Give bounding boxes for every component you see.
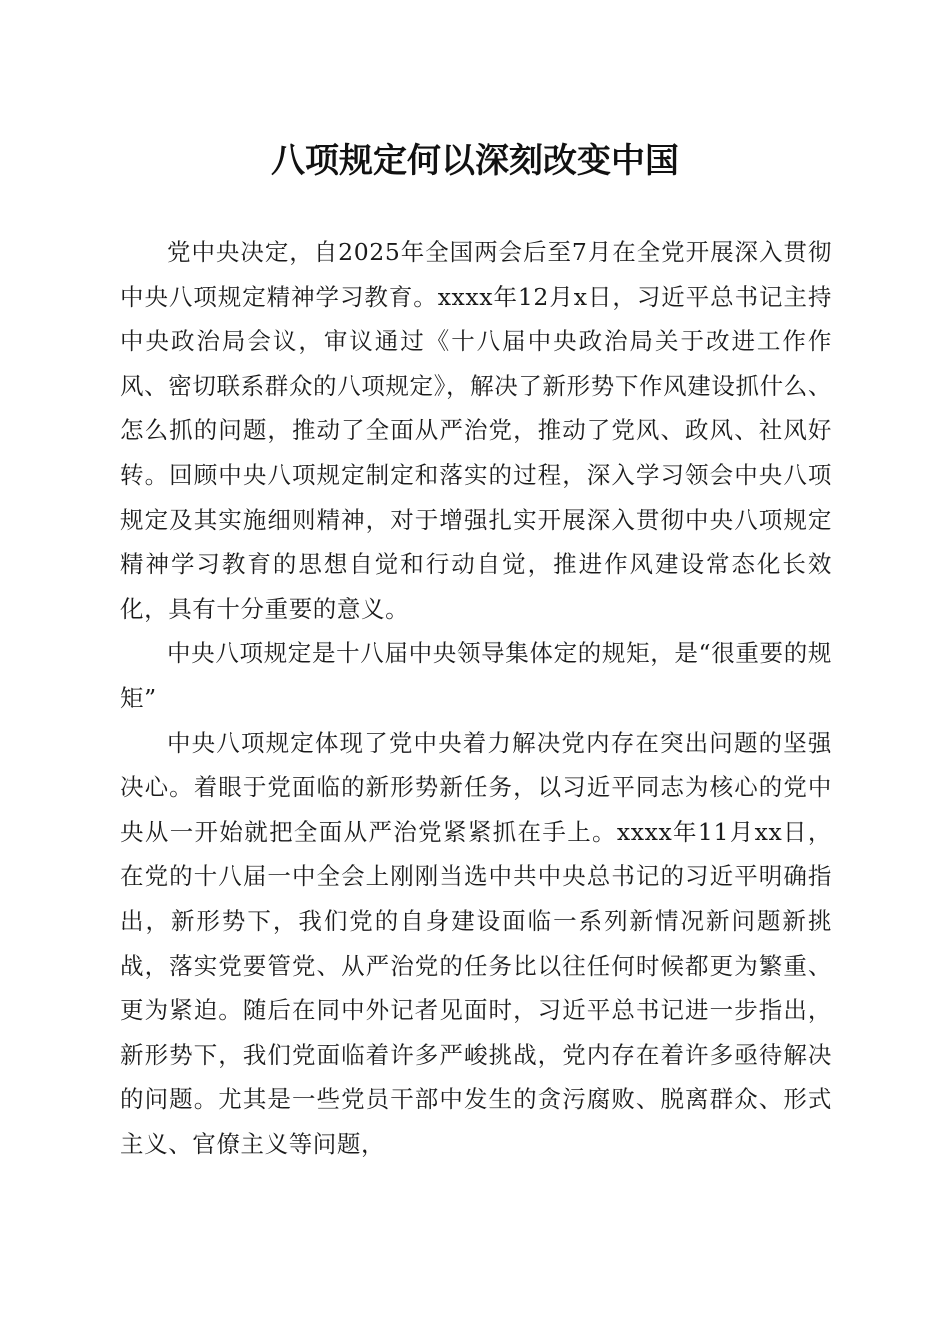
- paragraph: 党中央决定，自2025年全国两会后至7月在全党开展深入贯彻中央八项规定精神学习教育。xxxx年12月x日，习近平总书记主持中央政治局会议，审议通过《十八届中央政治局关于改进工作作风、密切联系群众的八项规定》，解决了新形势下作风建设抓什么、怎么抓的问题，推动了全面从严治党，推动了党风、政风、社风好转。回顾中央八项规定制定和落实的过程，深入学习领会中央八项规定及其实施细则精神，对于增强扎实开展深入贯彻中央八项规定精神学习教育的思想自觉和行动自觉，推进作风建设常态化长效化，具有十分重要的意义。: [120, 238, 832, 623]
- paragraph: 中央八项规定体现了党中央着力解决党内存在突出问题的坚强决心。着眼于党面临的新形势新任务，以习近平同志为核心的党中央从一开始就把全面从严治党紧紧抓在手上。xxxx年11月xx日，在党的十八届一中全会上刚刚当选中共中央总书记的习近平明确指出，新形势下，我们党的自身建设面临一系列新情况新问题新挑战，落实党要管党、从严治党的任务比以往任何时候都更为繁重、更为紧迫。随后在同中外记者见面时，习近平总书记进一步指出，新形势下，我们党面临着许多严峻挑战，党内存在着许多亟待解决的问题。尤其是一些党员干部中发生的贪污腐败、脱离群众、形式主义、官僚主义等问题，: [120, 728, 832, 1158]
- document-title: 八项规定何以深刻改变中国: [271, 141, 679, 181]
- document-body: [120, 230, 832, 1166]
- paragraph: 中央八项规定是十八届中央领导集体定的规矩，是“很重要的规矩”: [120, 639, 832, 712]
